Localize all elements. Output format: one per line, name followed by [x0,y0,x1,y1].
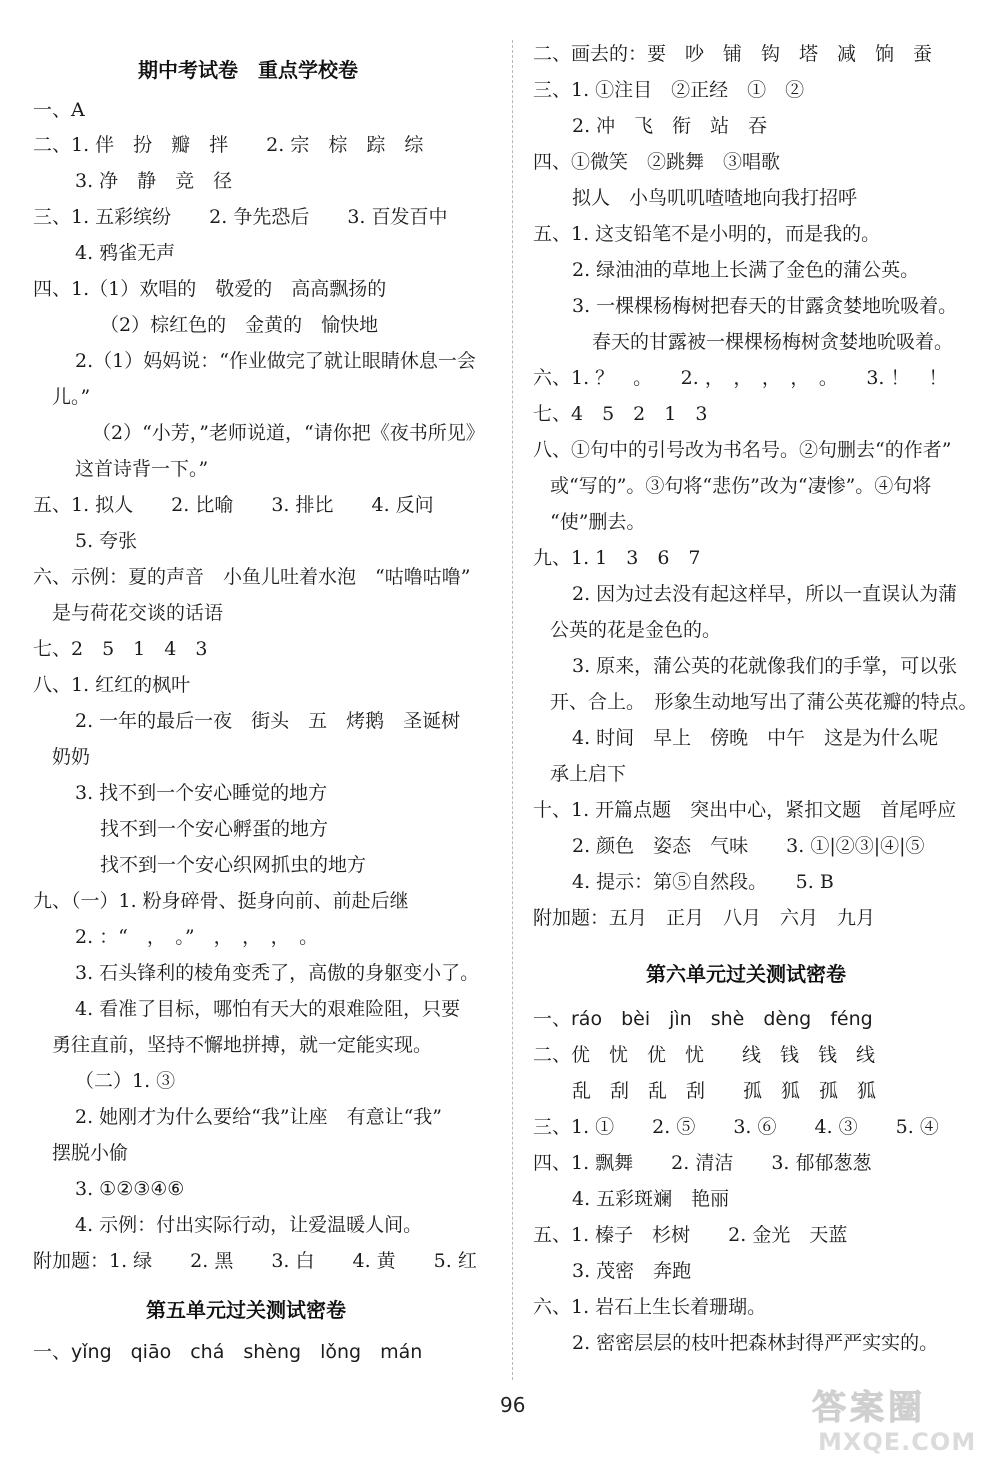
answer-line: 2. 冲 飞 衔 站 吞 [572,115,768,137]
pinyin-line: 一、ráo bèi jìn shè dèng féng [533,1008,873,1030]
answer-line: 八、①句中的引号改为书名号。②句删去“的作者” [533,439,952,461]
answer-line: 4. 提示：第⑤自然段。 5. B [572,871,834,893]
answer-line: 拟人 小鸟叽叽喳喳地向我打招呼 [572,187,858,209]
answer-line: 七、2 5 1 4 3 [33,638,208,660]
answer-line: （2）“小芳，”老师说道，“请你把《夜书所见》 [92,422,485,444]
watermark-url: MXQE.COM [818,1428,977,1456]
answer-line: 九、1. 1 3 6 7 [533,547,701,569]
answer-line: 六、示例：夏的声音 小鱼儿吐着水泡 “咕噜咕噜” [33,566,471,588]
answer-line: 三、1. ① 2. ⑤ 3. ⑥ 4. ③ 5. ④ [533,1116,939,1138]
answer-line: 找不到一个安心织网抓虫的地方 [100,854,367,876]
answer-line: 4. 时间 早上 傍晚 中午 这是为什么呢 [572,727,939,749]
answer-line: 四、①微笑 ②跳舞 ③唱歌 [533,151,781,173]
answer-line: 是与荷花交谈的话语 [52,602,224,624]
answer-line: 5. 夸张 [75,530,138,552]
answer-line: 一、A [33,99,85,121]
answer-line: 2. 颜色 姿态 气味 3. ①|②③|④|⑤ [572,835,925,857]
answer-line: 六、1. ？ 。 2. ， ， ， ， 。 3. ！ ！ [533,367,948,389]
answer-line: 五、1. 榛子 杉树 2. 金光 天蓝 [533,1224,848,1246]
answer-line: 4. 看准了目标，哪怕有天大的艰难险阻，只要 [75,998,461,1020]
answer-line: 这首诗背一下。” [75,458,209,480]
answer-line: 3. 原来，蒲公英的花就像我们的手掌，可以张 [572,655,958,677]
answer-line: 3. 石头锋利的棱角变秃了，高傲的身躯变小了。 [75,962,480,984]
answer-line: 3. 茂密 奔跑 [572,1260,692,1282]
answer-line: 二、画去的：要 吵 铺 钩 塔 减 饷 蚕 [533,43,933,65]
section-title-midterm: 期中考试卷 重点学校卷 [138,58,358,82]
answer-line: 2. 她刚才为什么要给“我”让座 有意让“我” [75,1106,443,1128]
answer-line: 3. ①②③④⑥ [75,1178,185,1200]
answer-line: 2. 一年的最后一夜 街头 五 烤鹅 圣诞树 [75,710,461,732]
section-title-unit5: 第五单元过关测试密卷 [146,1298,346,1322]
answer-line: （2）棕红色的 金黄的 愉快地 [100,314,379,336]
answer-line: “使”删去。 [550,511,646,533]
answer-line: 附加题：1. 绿 2. 黑 3. 白 4. 黄 5. 红 [33,1250,477,1272]
answer-line: 3. 找不到一个安心睡觉的地方 [75,782,328,804]
answer-line: 五、1. 这支铅笔不是小明的，而是我的。 [533,223,881,245]
answer-line: 4. 五彩斑斓 艳丽 [572,1188,730,1210]
answer-line: 4. 示例：付出实际行动，让爱温暖人间。 [75,1214,423,1236]
page-number: 96 [500,1393,526,1417]
answer-line: 儿。” [52,386,91,408]
answer-line: 2. 绿油油的草地上长满了金色的蒲公英。 [572,259,920,281]
answer-line: 二、1. 伴 扮 瓣 拌 2. 宗 棕 踪 综 [33,134,424,156]
watermark-logo [812,1380,992,1464]
answer-line: 八、1. 红红的枫叶 [33,674,191,696]
answer-line: 十、1. 开篇点题 突出中心，紧扣文题 首尾呼应 [533,799,957,821]
answer-line: 五、1. 拟人 2. 比喻 3. 排比 4. 反问 [33,494,434,516]
answer-line: 2.（1）妈妈说：“作业做完了就让眼睛休息一会 [75,350,476,372]
answer-line: 2. 因为过去没有起这样早，所以一直误认为蒲 [572,583,958,605]
answer-line: 3. 一棵棵杨梅树把春天的甘露贪婪地吮吸着。 [572,295,958,317]
answer-line: 九、（一）1. 粉身碎骨、挺身向前、前赴后继 [33,890,409,912]
answer-line: 开、合上。 形象生动地写出了蒲公英花瓣的特点。 [550,691,978,713]
answer-line: 七、4 5 2 1 3 [533,403,708,425]
answer-line: 公英的花是金色的。 [550,619,722,641]
column-divider [512,40,513,1380]
answer-line: 附加题：五月 正月 八月 六月 九月 [533,907,876,929]
answer-line: 勇往直前，坚持不懈地拼搏，就一定能实现。 [52,1034,433,1056]
answer-line: 春天的甘露被一棵棵杨梅树贪婪地吮吸着。 [592,331,954,353]
answer-line: 或“写的”。③句将“悲伤”改为“凄惨”。④句将 [550,475,932,497]
answer-line: 2. 密密层层的枝叶把森林封得严严实实的。 [572,1332,939,1354]
answer-line: 乱 刮 乱 刮 孤 狐 孤 狐 [572,1080,877,1102]
answer-line: 三、1. ①注目 ②正经 ① ② [533,79,805,101]
watermark-text: 答案圈 [812,1388,926,1428]
answer-line: 六、1. 岩石上生长着珊瑚。 [533,1296,767,1318]
answer-line: 二、优 忧 优 忧 线 钱 钱 线 [533,1044,876,1066]
section-title-unit6: 第六单元过关测试密卷 [646,962,846,986]
answer-line: 摆脱小偷 [52,1142,129,1164]
answer-line: 2. ：“ ， 。” ， ， ， 。 [75,926,319,948]
answer-line: 四、1.（1）欢唱的 敬爱的 高高飘扬的 [33,278,387,300]
answer-line: （二）1. ③ [75,1070,176,1092]
pinyin-line: 一、yǐng qiāo chá shèng lǒng mán [33,1341,423,1363]
answer-line: 4. 鸦雀无声 [75,242,176,264]
answer-line: 四、1. 飘舞 2. 清洁 3. 郁郁葱葱 [533,1152,872,1174]
answer-line: 3. 净 静 竞 径 [75,170,233,192]
answer-line: 奶奶 [52,746,91,768]
answer-line: 找不到一个安心孵蛋的地方 [100,818,329,840]
answer-line: 承上启下 [550,763,627,785]
answer-line: 三、1. 五彩缤纷 2. 争先恐后 3. 百发百中 [33,206,448,228]
